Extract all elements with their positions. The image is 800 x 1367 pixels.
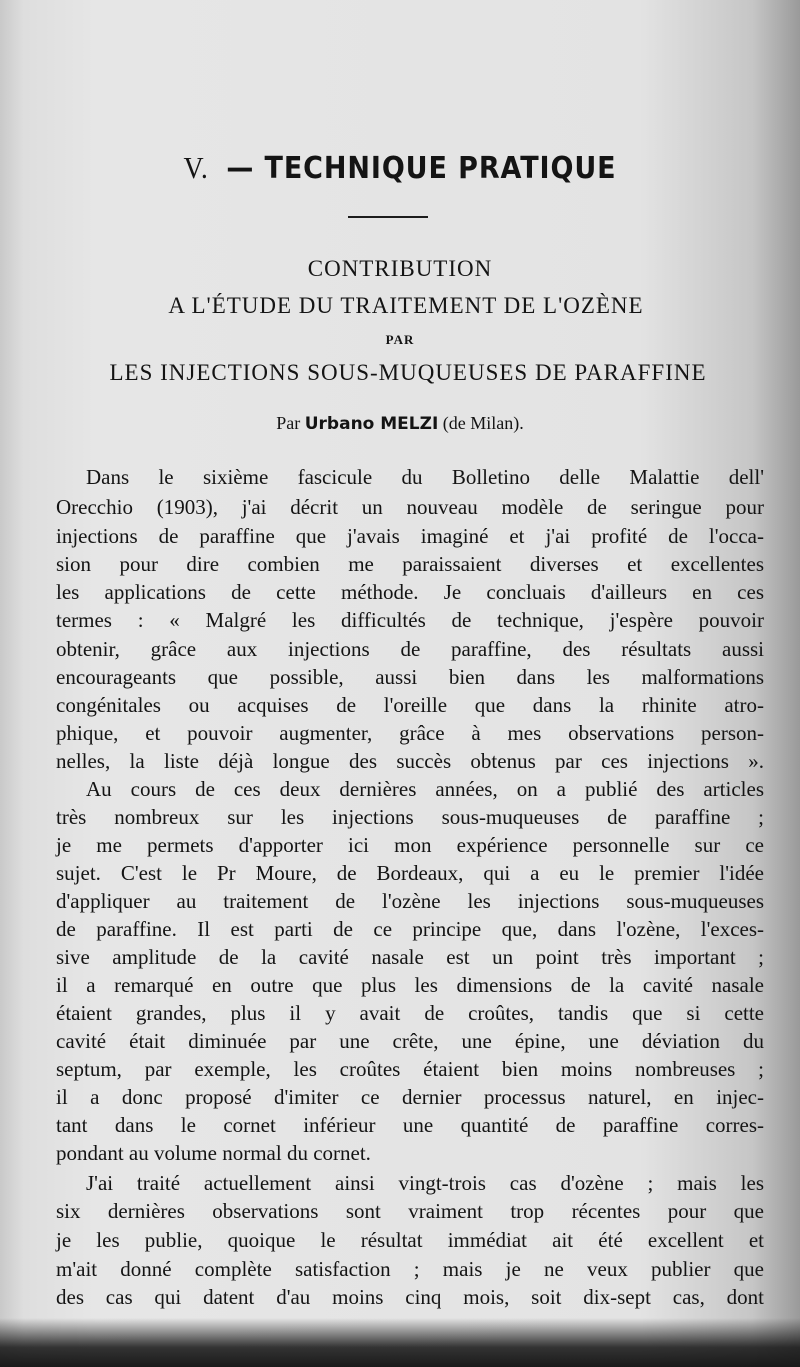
body-line: J'ai traité actuellement ainsi vingt-trois cas d'ozène ; mais les [86, 1171, 764, 1195]
article-title-par: PAR [385, 332, 415, 347]
body-line: six dernières observations sont vraiment trop récentes pour que [56, 1199, 764, 1223]
section-title: — TECHNIQUE PRATIQUE [226, 151, 617, 186]
body-line: pondant au volume normal du cornet. [56, 1141, 371, 1165]
article-title-line-2: A L'ÉTUDE DU TRAITEMENT DE L'OZÈNE [168, 293, 644, 318]
body-line: je les publie, quoique le résultat immédiat ait été excellent et [56, 1228, 764, 1252]
body-line: des cas qui datent d'au moins cinq mois, soit dix-sept cas, dont [56, 1285, 764, 1309]
body-line: sive amplitude de la cavité nasale est un point très important ; [56, 945, 764, 969]
body-line: obtenir, grâce aux injections de paraffine, des résultats aussi [56, 637, 764, 661]
author-prefix: Par [276, 413, 301, 433]
body-line: congénitales ou acquises de l'oreille que dans la rhinite atro- [56, 693, 764, 717]
body-line: termes : « Malgré les difficultés de technique, j'espère pouvoir [56, 608, 764, 632]
body-line: tant dans le cornet inférieur une quantité de paraffine corres- [56, 1113, 764, 1137]
body-line: phique, et pouvoir augmenter, grâce à mes observations person- [56, 721, 764, 745]
title-divider [348, 216, 428, 218]
article-title-line-1: CONTRIBUTION [307, 256, 493, 281]
body-line: les applications de cette méthode. Je concluais d'ailleurs en ces [56, 580, 764, 604]
body-line: cavité était diminuée par une crête, une épine, une déviation du [56, 1029, 764, 1053]
section-heading [40, 150, 760, 186]
body-line: très nombreux sur les injections sous-muqueuses de paraffine ; [56, 805, 764, 829]
body-line: sion pour dire combien me paraissaient diverses et excellentes [56, 552, 764, 576]
body-line: septum, par exemple, les croûtes étaient bien moins nombreuses ; [56, 1057, 764, 1081]
body-line: Orecchio (1903), j'ai décrit un nouveau modèle de seringue pour [56, 495, 764, 519]
body-line: de paraffine. Il est parti de ce principe que, dans l'ozène, l'exces- [56, 917, 764, 941]
section-number: V. [183, 150, 209, 185]
body-line: Dans le sixième fascicule du Bolletino delle Malattie dell' [86, 465, 764, 489]
author-name: Urbano MELZI [304, 414, 439, 434]
body-line: sujet. C'est le Pr Moure, de Bordeaux, qui a eu le premier l'idée [56, 861, 764, 885]
body-line: m'ait donné complète satisfaction ; mais je ne veux publier que [56, 1257, 764, 1281]
body-line: injections de paraffine que j'avais imaginé et j'ai profité de l'occa- [56, 524, 764, 548]
body-line: je me permets d'apporter ici mon expérience personnelle sur ce [56, 833, 764, 857]
body-line: Au cours de ces deux dernières années, on a publié des articles [86, 777, 764, 801]
body-line: d'appliquer au traitement de l'ozène les injections sous-muqueuses [56, 889, 764, 913]
body-line: il a donc proposé d'imiter ce dernier processus naturel, en injec- [56, 1085, 764, 1109]
body-line: nelles, la liste déjà longue des succès obtenus par ces injections ». [56, 749, 764, 773]
article-title-line-3: LES INJECTIONS SOUS-MUQUEUSES DE PARAFFINE [109, 360, 707, 385]
body-line: il a remarqué en outre que plus les dimensions de la cavité nasale [56, 973, 764, 997]
body-line: étaient grandes, plus il y avait de croûtes, tandis que si cette [56, 1001, 764, 1025]
author-suffix: (de Milan). [442, 413, 524, 433]
author-line [0, 413, 800, 434]
body-line: encourageants que possible, aussi bien dans les malformations [56, 665, 764, 689]
